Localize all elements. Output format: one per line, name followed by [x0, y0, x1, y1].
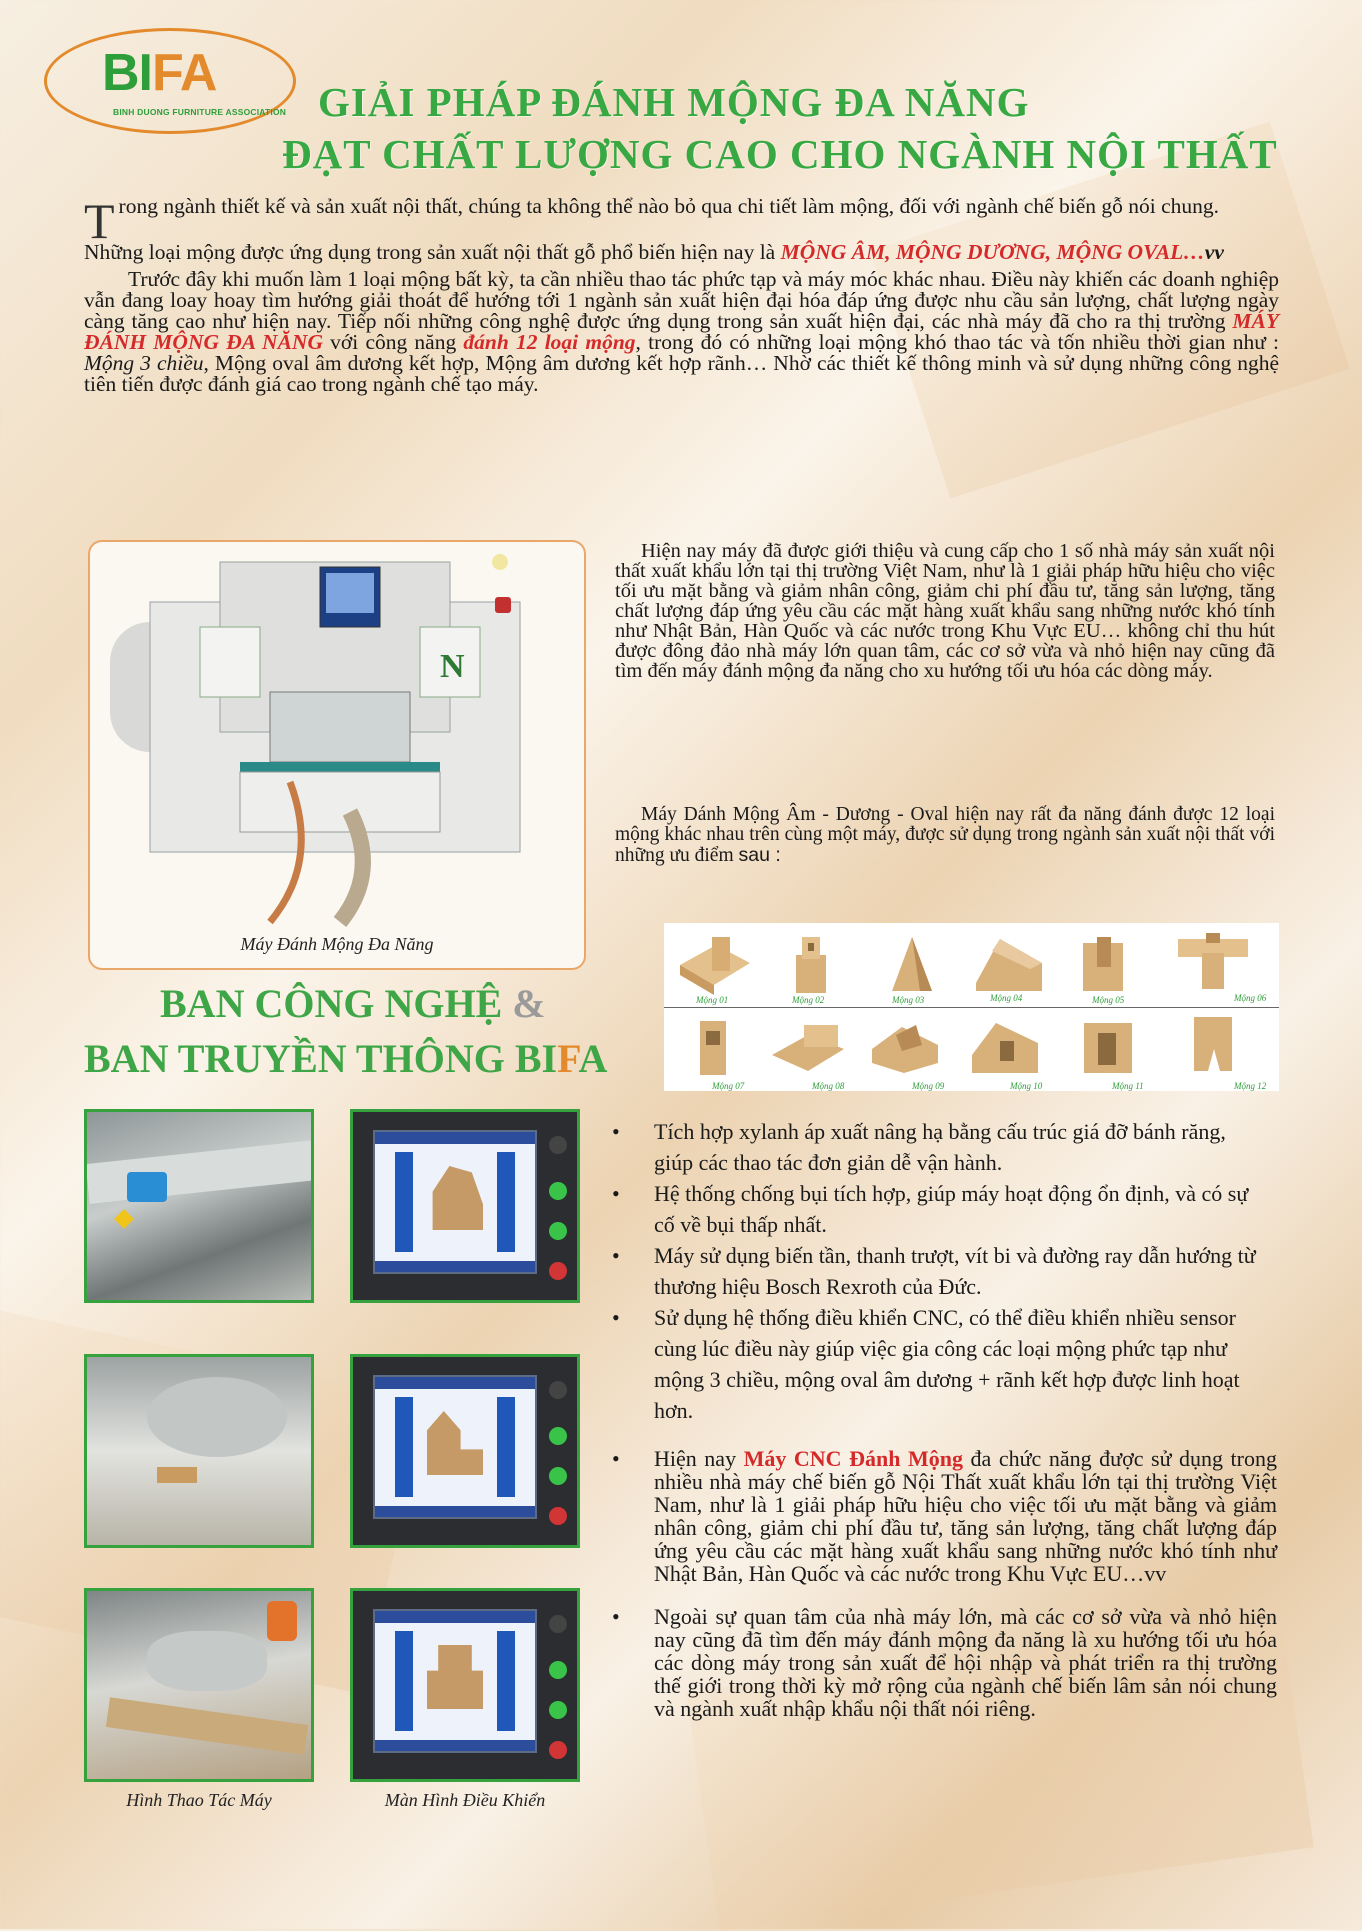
joint-label: Mộng 01	[696, 995, 729, 1005]
intro-block	[84, 193, 1280, 396]
intro-paragraph-2	[84, 242, 1279, 263]
joint-01-icon	[676, 935, 754, 997]
feature-item: • Tích hợp xylanh áp xuất nâng hạ bằng cấu trúc giá đỡ bánh răng, giúp các thao tác đơn giản dễ vận hành.	[612, 1116, 1267, 1178]
joint-label: Mộng 11	[1112, 1081, 1144, 1091]
logo-word-accent: FA	[152, 44, 217, 102]
control-screen-photo-1	[350, 1109, 580, 1303]
usage-item-cnc	[612, 1447, 1277, 1585]
joint-02-icon	[772, 933, 850, 995]
operation-photos-caption: Hình Thao Tác Máy	[126, 1790, 272, 1810]
feature-item: • Hệ thống chống bụi tích hợp, giúp máy hoạt động ổn định, và có sự cố về bụi thấp nhất.	[612, 1178, 1267, 1240]
joint-label: Mộng 12	[1234, 1081, 1267, 1091]
joint-09-icon	[866, 1015, 944, 1077]
joint-label: Mộng 08	[812, 1081, 845, 1091]
joint-06-icon	[1174, 929, 1252, 991]
logo-wordmark	[102, 43, 216, 103]
team-line2-text: BAN TRUYỀN THÔNG BI	[84, 1036, 558, 1081]
screen-display	[373, 1130, 537, 1274]
bifa-logo	[44, 28, 296, 134]
ampersand: &	[512, 981, 546, 1026]
headline-line-2: ĐẠT CHẤT LƯỢNG CAO CHO NGÀNH NỘI THẤT	[282, 131, 1278, 177]
control-screen-photo-3	[350, 1588, 580, 1782]
joint-07-icon	[676, 1015, 754, 1077]
right-column-paragraph-1: Hiện nay máy đã được giới thiệu và cung cấp cho 1 số nhà máy sản xuất nội thất xuất khẩu lớn tại thị trường Việt Nam, như là 1 giải pháp hữu hiệu cho việc tối ưu mặt bằng và giảm nhân công, giảm chi phí đầu tư, tăng sản lượng, tăng chất lượng đáp ứng yêu cầu các mặt hàng xuất khẩu sang những nước khó tính như Nhật Bản, Hàn Quốc và các nước trong Khu Vực EU… không chỉ thu hút được đông đảo nhà máy lớn quan tâm, các cơ sở vừa và nhỏ hiện nay cũng đã tìm đến máy đánh mộng đa năng cho xu hướng tối ưu hóa các dòng máy.	[615, 540, 1275, 682]
right-col-p2-end: sau :	[738, 844, 781, 866]
operation-photo-2	[84, 1354, 314, 1548]
intro-p3-text-c: , trong đó có những loại mộng khó thao tác và tốn nhiều thời gian như :	[635, 330, 1280, 354]
screen-display	[373, 1609, 537, 1753]
feature-item: • Sử dụng hệ thống điều khiển CNC, có thể điều khiển nhiều sensor cùng lúc điều này giúp việc gia công các loại mộng phức tạp như mộng 3 chiều, mộng oval âm dương + rãnh kết hợp được linh hoạt hơn.	[612, 1302, 1267, 1426]
side-panel-left	[200, 627, 260, 697]
joint-label: Mộng 09	[912, 1081, 945, 1091]
screen-display	[373, 1375, 537, 1519]
machine-caption: Máy Đánh Mộng Đa Năng	[240, 934, 434, 954]
joint-10-icon	[966, 1015, 1044, 1077]
usage-bullets	[612, 1447, 1277, 1720]
joint-label: Mộng 07	[712, 1081, 745, 1091]
worktable-rail	[240, 762, 440, 772]
team-heading-line-1	[160, 980, 546, 1027]
joint-label: Mộng 05	[1092, 995, 1125, 1005]
machine-illustration	[90, 542, 584, 932]
joint-types-highlight: MỘNG ÂM, MỘNG DƯƠNG, MỘNG OVAL…	[780, 240, 1205, 264]
feature-item: • Máy sử dụng biến tần, thanh trượt, vít bi và đường ray dẫn hướng từ thương hiệu Bosch Rexroth của Đức.	[612, 1240, 1267, 1302]
intro-p2-text: Những loại mộng được ứng dụng trong sản xuất nội thất gỗ phổ biến hiện nay là	[84, 240, 781, 264]
right-column-paragraph-2	[615, 805, 1275, 866]
joint-label: Mộng 02	[792, 995, 825, 1005]
team-line2-end: A	[578, 1036, 608, 1081]
joint-08-icon	[768, 1015, 846, 1077]
intro-paragraph-3	[84, 269, 1279, 395]
machine-photo-frame	[88, 540, 586, 970]
operation-photo-3	[84, 1588, 314, 1782]
right-col-p2-text: Máy Dánh Mộng Âm - Dương - Oval hiện nay rất đa năng đánh được 12 loại mộng khác nhau trên cùng một máy, được sử dụng trong ngành sản xuất nội thất với những ưu điểm	[615, 804, 1275, 866]
logo-word-main: BI	[102, 44, 152, 102]
joint-label: Mộng 06	[1234, 993, 1267, 1003]
joint-05-icon	[1069, 933, 1147, 995]
machine-badge-right: N	[440, 648, 465, 685]
joint-label: Mộng 10	[1010, 1081, 1043, 1091]
joint-03-icon	[872, 933, 950, 995]
intro-p1-text: rong ngành thiết kế và sản xuất nội thất, chúng ta không thể nào bỏ qua chi tiết làm mộng, đối với ngành chế biến gỗ nói chung.	[118, 194, 1220, 218]
usage-text-a: Hiện nay	[654, 1446, 744, 1471]
control-screen-display	[326, 573, 374, 613]
joint-label: Mộng 04	[990, 993, 1023, 1003]
joint-label: Mộng 03	[892, 995, 925, 1005]
cnc-machine-highlight: Máy CNC Đánh Mộng	[743, 1446, 964, 1471]
joint-grid-divider	[664, 1007, 1279, 1008]
twelve-joints-highlight: đánh 12 loại mộng	[463, 330, 636, 354]
emergency-button	[495, 597, 511, 613]
three-way-joint-text: Mộng 3 chiều	[84, 351, 204, 375]
headline-line-1: GIẢI PHÁP ĐÁNH MỘNG ĐA NĂNG	[318, 79, 1030, 125]
dropcap: T	[84, 193, 115, 249]
logo-subtitle: BINH DUONG FURNITURE ASSOCIATION	[113, 107, 287, 117]
team-line1-text: BAN CÔNG NGHỆ	[160, 981, 503, 1026]
control-screen-photo-2	[350, 1354, 580, 1548]
lower-cabinet	[240, 772, 440, 832]
feature-bullets	[612, 1116, 1267, 1426]
screen-photos-caption: Màn Hình Điều Khiển	[384, 1790, 546, 1810]
signal-lamp	[492, 554, 508, 570]
intro-p3-text-d: , Mộng oval âm dương kết hợp, Mộng âm dương kết hợp rãnh… Nhờ các thiết kế thông minh và sử dụng những công nghệ tiên tiến được đánh giá cao trong ngành chế tạo máy.	[84, 351, 1279, 396]
intro-p3-text-a: Trước đây khi muốn làm 1 loại mộng bất kỳ, ta cần nhiều thao tác phức tạp và máy móc khác nhau. Điều này khiến các doanh nghiệp vẫn đang loay hoay tìm hướng giải thoát để hướng tới 1 ngành sản xuất hiện đại hóa đáp ứng được nhu cầu sản lượng, chất lượng ngày càng tăng cao như hiện nay. Tiếp nối những công nghệ được ứng dụng trong sản xuất hiện đại, các nhà máy đã cho ra thị trường	[84, 267, 1279, 333]
machine-name-highlight: MÁY ĐÁNH MỘNG ĐA NĂNG	[84, 309, 1279, 354]
usage-list	[612, 1447, 1277, 1720]
team-heading-line-2	[84, 1035, 607, 1082]
intro-p3-text-b: với công năng	[322, 330, 464, 354]
intro-p2-end: vv	[1204, 240, 1224, 264]
operation-photo-1	[84, 1109, 314, 1303]
usage-text-b: đa chức năng được sử dụng trong nhiều nhà máy chế biến gỗ Nội Thất xuất khẩu lớn tại thị trường Việt Nam, như là 1 giải pháp hữu hiệu cho việc tối ưu mặt bằng và giảm nhân công, giảm chi phí đầu tư, tăng sản lượng, tăng chất lượng đáp ứng yêu cầu các mặt hàng xuất khẩu sang những nước khó tính như Nhật Bản, Hàn Quốc và các nước trong Khu Vực EU…vv	[654, 1446, 1277, 1586]
intro-paragraph-1	[84, 193, 1279, 249]
usage-item-sme: • Ngoài sự quan tâm của nhà máy lớn, mà các cơ sở vừa và nhỏ hiện nay cũng đã tìm đến máy đánh mộng đa năng là xu hướng tối ưu hóa các dòng máy trong sản xuất để hội nhập và phát triển ra thị trường thế giới trong thời kỳ mở rộng của ngành chế biến lâm sản nói chung và ngành xuất nhập khẩu nội thất nói riêng.	[612, 1605, 1277, 1720]
joint-11-icon	[1070, 1015, 1148, 1077]
feature-list	[612, 1116, 1267, 1426]
joint-types-grid	[664, 923, 1279, 1091]
joint-04-icon	[970, 933, 1048, 995]
joint-12-icon	[1174, 1013, 1252, 1075]
team-line2-accent: F	[557, 1036, 579, 1081]
cutting-head	[270, 692, 410, 762]
